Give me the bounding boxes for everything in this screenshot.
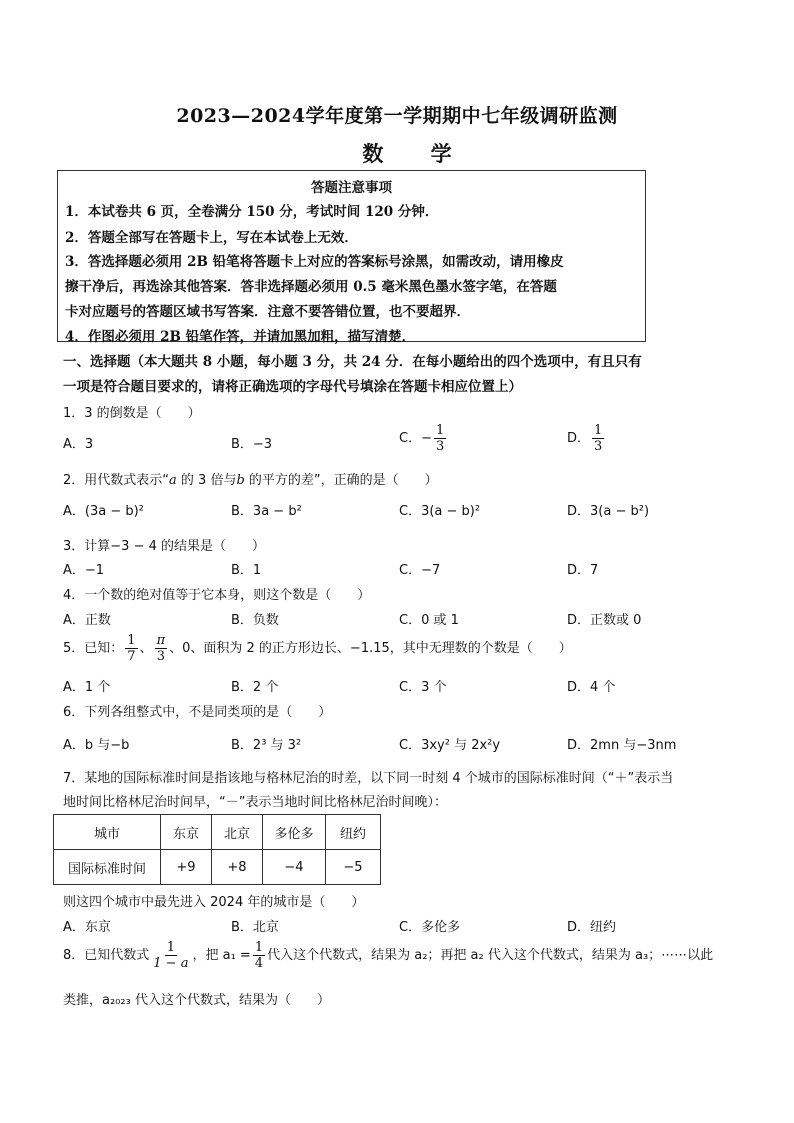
fraction <box>125 633 137 664</box>
denominator: 3 <box>594 439 603 454</box>
option-label: C． <box>399 431 422 446</box>
question-7-stem: 7．某地的国际标准时间是指该地与格林尼治的时差，以下同一时刻 4 个城市的国际标准时间（“＋”表示当 <box>63 771 674 786</box>
question-7-stem: 地时间比格林尼治时间早，“－”表示当地时间比格林尼治时间晚）： <box>63 795 447 810</box>
stem-text: 的 3 倍与 <box>176 473 237 488</box>
q3-option-b: B．1 <box>231 563 262 578</box>
q6-option-d: D．2mn 与−3nm <box>567 738 677 753</box>
q7-option-a: A．东京 <box>63 920 111 935</box>
q2-option-b: B．3a − b² <box>231 504 302 519</box>
table-cell: 东京 <box>161 815 212 850</box>
notice-title: 答题注意事项 <box>311 180 392 196</box>
fraction <box>151 940 190 971</box>
stem-text: 8．已知代数式 <box>63 948 150 963</box>
question-6-stem: 6．下列各组整式中，不是同类项的是（ ） <box>63 705 332 720</box>
q2-option-c: C．3(a − b)² <box>399 504 481 519</box>
question-8-stem <box>63 940 713 971</box>
numerator: 1 <box>254 940 264 955</box>
table-cell: −4 <box>263 850 326 885</box>
numerator: 1 <box>166 940 176 955</box>
denominator: 1 − a <box>153 956 189 971</box>
q5-option-c: C．3 个 <box>399 680 447 695</box>
notice-box <box>57 170 646 345</box>
q5-option-d: D．4 个 <box>567 680 616 695</box>
stem-text: 2．用代数式表示“ <box>63 473 170 488</box>
fraction <box>592 423 604 454</box>
stem-text: 、0、面积为 2 的正方形边长、−1.15̇，其中无理数的个数是（ ） <box>169 641 572 656</box>
question-7-stem: 则这四个城市中最先进入 2024 年的城市是（ ） <box>63 895 365 910</box>
q4-option-b: B．负数 <box>231 613 279 628</box>
variable-b: b <box>236 473 245 488</box>
q6-option-b: B．2³ 与 3² <box>231 738 302 753</box>
notice-line: 3．答选择题必须用 2B 铅笔将答题卡上对应的答案标号涂黑，如需改动，请用橡皮 <box>65 254 564 270</box>
subject-title: 数 学 <box>362 141 472 166</box>
q3-option-a: A．−1 <box>63 563 105 578</box>
table-cell: 纽约 <box>326 815 381 850</box>
numerator: 1 <box>594 423 603 438</box>
q3-option-d: D．7 <box>567 563 599 578</box>
separator: 、 <box>139 641 153 656</box>
notice-line: 1．本试卷共 6 页，全卷满分 150 分，考试时间 120 分钟． <box>65 204 439 220</box>
denominator: 3 <box>156 649 165 664</box>
minus-sign: − <box>421 431 432 446</box>
section-instruction: 一、选择题（本大题共 8 小题，每小题 3 分，共 24 分．在每小题给出的四个选项中，有且只有 <box>63 354 642 370</box>
notice-line: 2．答题全部写在答题卡上，写在本试卷上无效． <box>65 230 358 246</box>
numerator: 1 <box>435 423 445 438</box>
denominator: 3 <box>435 439 445 454</box>
timezone-table <box>53 814 381 885</box>
denominator: 7 <box>127 649 136 664</box>
fraction <box>434 423 446 454</box>
notice-line: 卡对应题号的答题区域书写答案．注意不要答错位置，也不要超界． <box>65 304 470 320</box>
exam-title: 2023—2024学年度第一学期期中七年级调研监测 <box>176 105 618 127</box>
notice-line: 擦干净后，再选涂其他答案．答非选择题必须用 0.5 毫米黑色墨水签字笔，在答题 <box>65 279 557 295</box>
numerator: 1 <box>127 633 136 648</box>
table-cell: −5 <box>326 850 381 885</box>
option-label: D． <box>567 431 591 446</box>
table-cell: +9 <box>161 850 212 885</box>
fraction <box>155 633 168 664</box>
stem-text: ，把 a₁ = <box>192 948 251 963</box>
stem-text: 代入这个代数式，结果为 a₂；再把 a₂ 代入这个代数式，结果为 a₃；⋯⋯以此 <box>267 948 714 963</box>
question-1-stem: 1．3 的倒数是（ ） <box>63 406 201 421</box>
q4-option-d: D．正数或 0 <box>567 613 642 628</box>
q5-option-b: B．2 个 <box>231 680 279 695</box>
q3-option-c: C．−7 <box>399 563 441 578</box>
stem-text: 5．已知： <box>63 641 124 656</box>
question-2-stem <box>63 469 438 488</box>
table-cell: 北京 <box>212 815 263 850</box>
q1-option-c <box>399 423 448 454</box>
q4-option-c: C．0 或 1 <box>399 613 459 628</box>
q7-option-d: D．纽约 <box>567 920 617 935</box>
q1-option-d <box>567 423 606 454</box>
q6-option-c: C．3xy² 与 2x²y <box>399 738 501 753</box>
q6-option-a: A．b 与−b <box>63 738 130 753</box>
table-cell: +8 <box>212 850 263 885</box>
q1-option-a: A．3 <box>63 437 94 452</box>
q2-option-a: A．(3a − b)² <box>63 504 144 519</box>
notice-line: 4．作图必须用 2B 铅笔作答，并请加黑加粗，描写清楚． <box>65 329 416 345</box>
q4-option-a: A．正数 <box>63 613 111 628</box>
table-header-row <box>54 815 381 850</box>
stem-text: 的平方的差”，正确的是（ ） <box>244 473 438 488</box>
q7-option-b: B．北京 <box>231 920 279 935</box>
section-instruction: 一项是符合题目要求的，请将正确选项的字母代号填涂在答题卡相应位置上） <box>63 379 522 395</box>
q5-option-a: A．1 个 <box>63 680 111 695</box>
table-cell: 国际标准时间 <box>54 850 161 885</box>
q1-option-b: B．−3 <box>231 437 273 452</box>
variable-a: a <box>169 473 177 488</box>
question-3-stem: 3．计算−3 − 4 的结果是（ ） <box>63 539 265 554</box>
table-cell: 多伦多 <box>263 815 326 850</box>
question-4-stem: 4．一个数的绝对值等于它本身，则这个数是（ ） <box>63 588 371 603</box>
fraction <box>253 940 265 971</box>
q7-option-c: C．多伦多 <box>399 920 461 935</box>
numerator: π <box>156 633 166 648</box>
question-5-stem <box>63 633 572 664</box>
table-row <box>54 850 381 885</box>
q2-option-d: D．3(a − b²) <box>567 504 650 519</box>
question-8-stem: 类推，a₂₀₂₃ 代入这个代数式，结果为（ ） <box>63 993 330 1008</box>
denominator: 4 <box>254 956 264 971</box>
table-cell: 城市 <box>54 815 161 850</box>
